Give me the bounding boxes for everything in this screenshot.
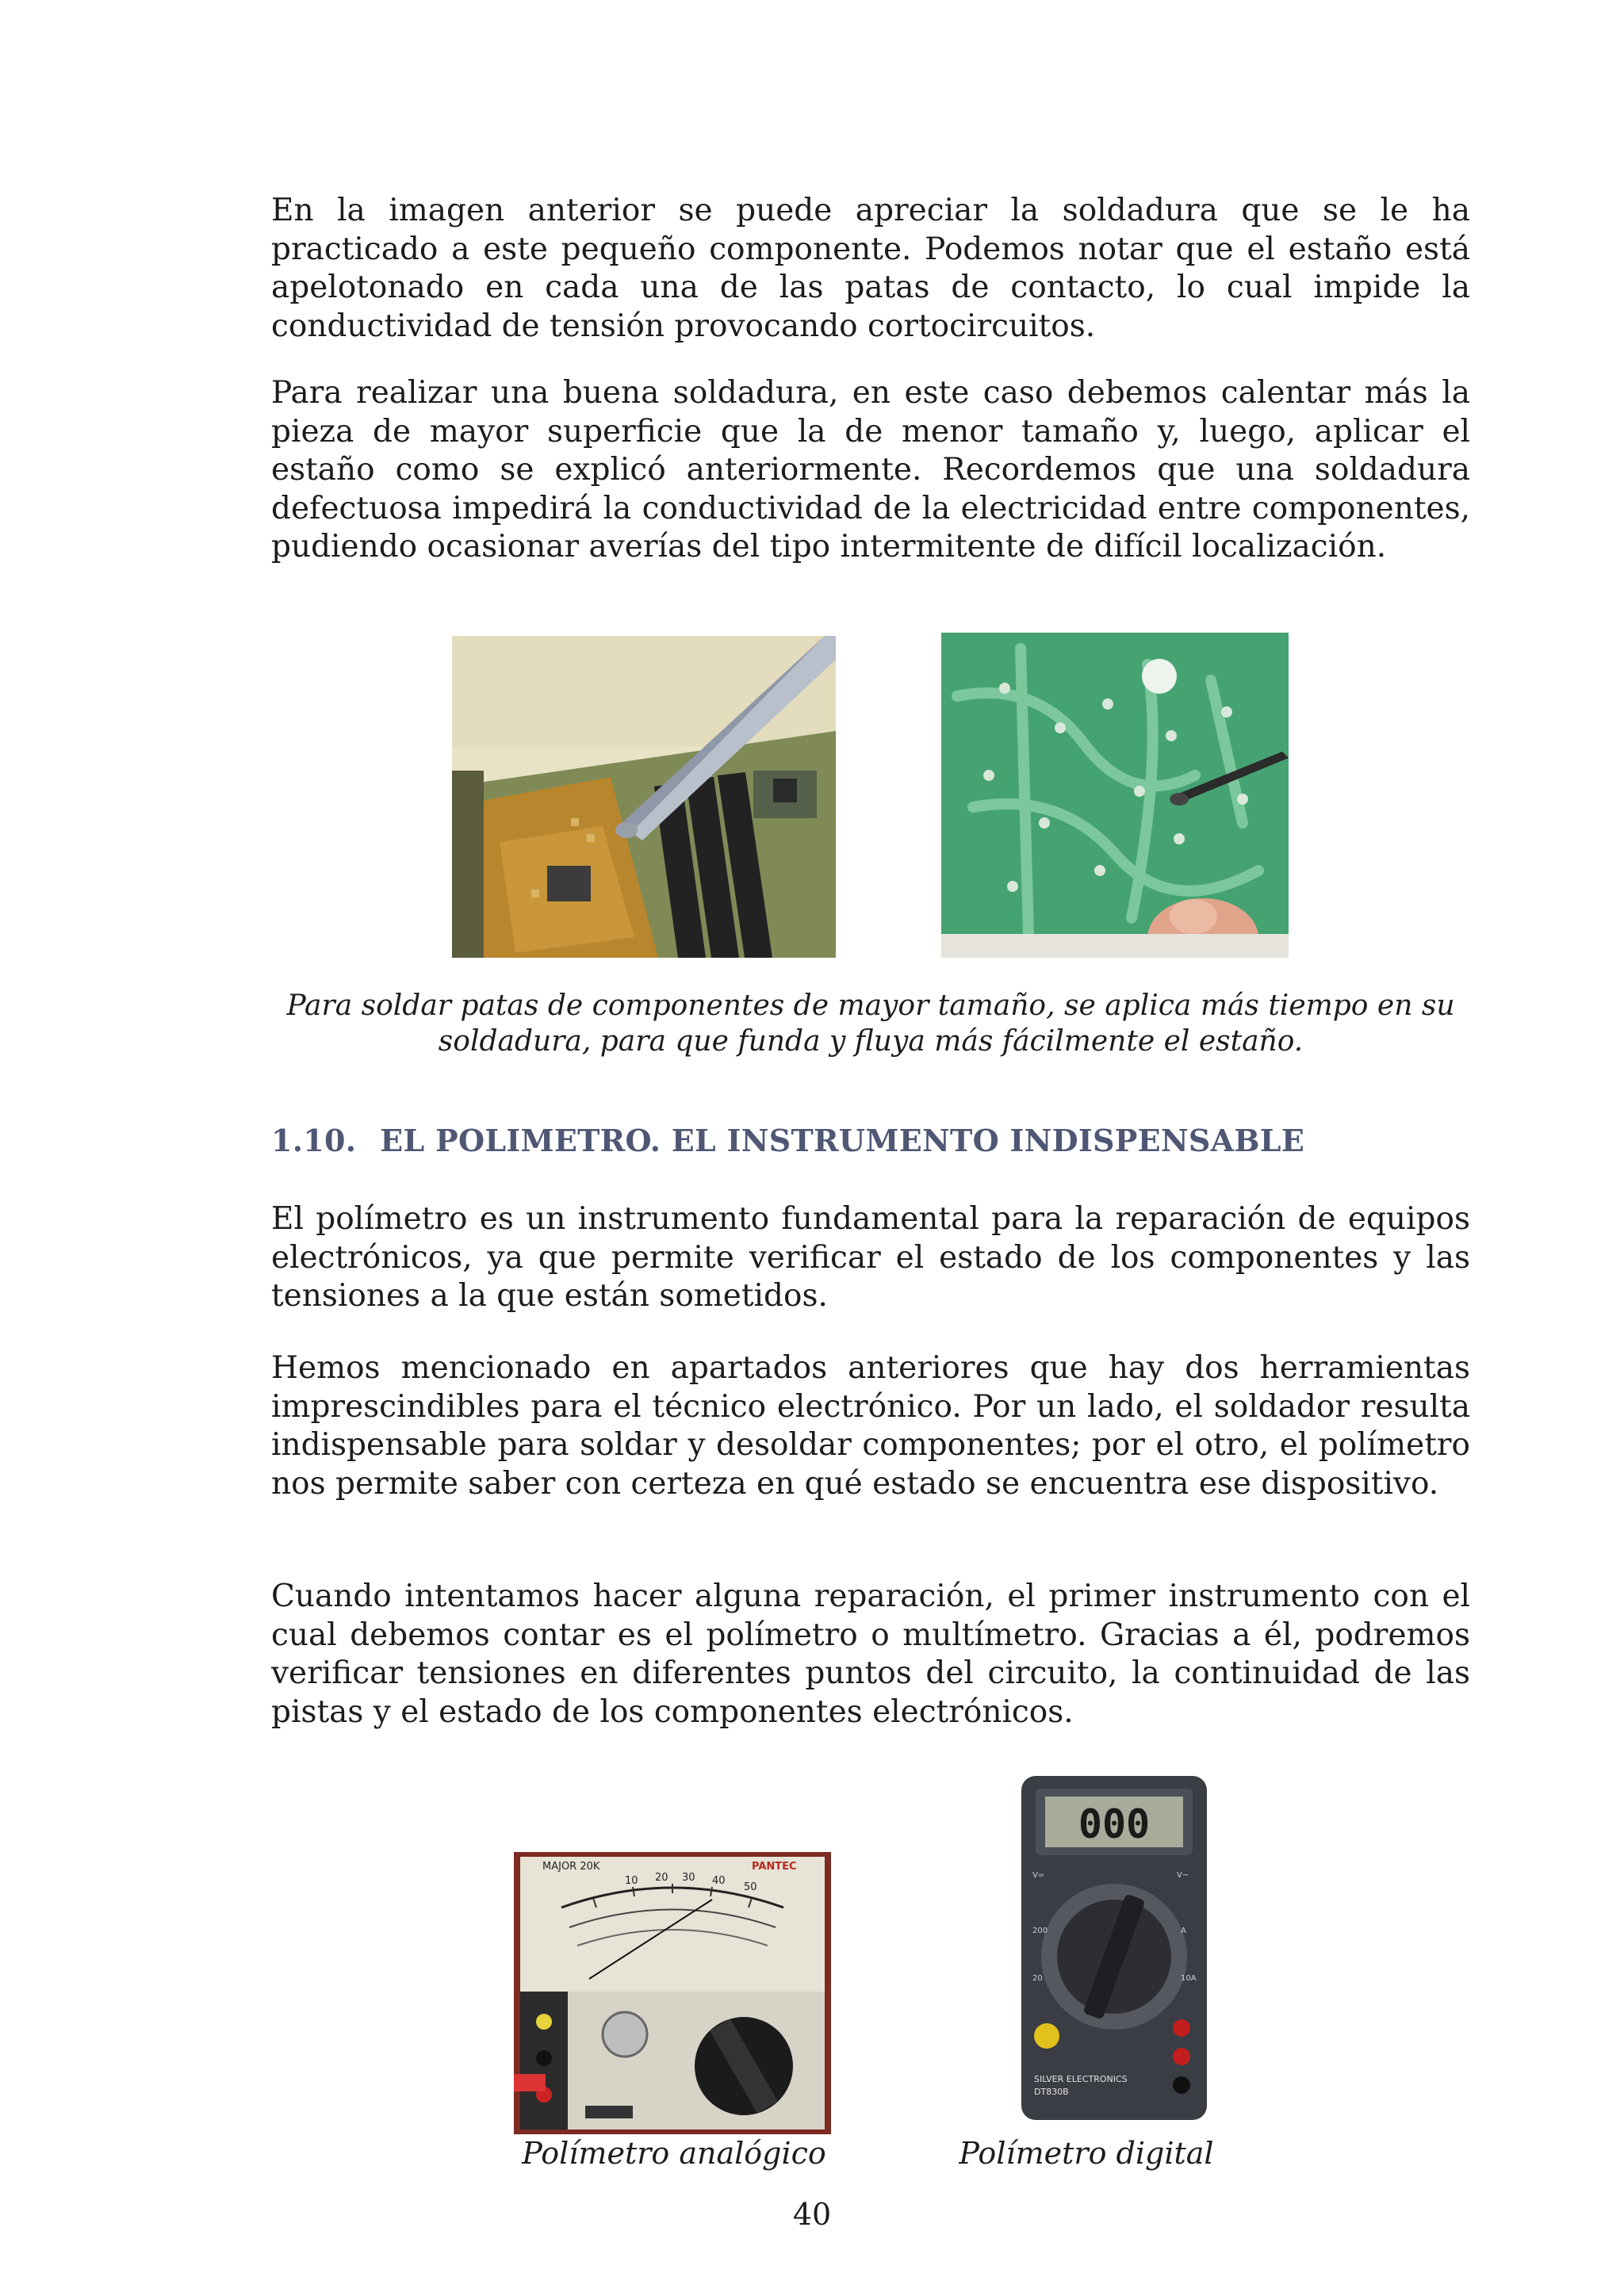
- analog-multimeter-photo: [514, 1852, 831, 2134]
- paragraph-polimetro-intro: El polímetro es un instrumento fundamental para la reparación de equipos electrónicos, ya que permite verificar el estado de los componentes y las tensiones a la que están sometidos.: [271, 1201, 1470, 1314]
- section-heading: [271, 1123, 1304, 1158]
- svg-text:10: 10: [625, 1875, 638, 1887]
- svg-text:40: 40: [712, 1875, 726, 1887]
- svg-text:20: 20: [1032, 1974, 1043, 1983]
- digital-multimeter-caption: Polímetro digital: [959, 2136, 1214, 2171]
- paragraph-solder-observation: En la imagen anterior se puede apreciar la soldadura que se le ha practicado a este pequeño componente. Podemos notar que el estaño está apelotonado en cada una de las patas de contacto, lo cual impide la conductividad de tensión provocando cortocircuitos.: [271, 193, 1470, 344]
- soldering-pcb-photo: [941, 633, 1289, 958]
- svg-text:000: 000: [1078, 1801, 1151, 1847]
- paragraph-tools: Hemos mencionado en apartados anteriores que hay dos herramientas imprescindibles para el técnico electrónico. Por un lado, el soldador resulta indispensable para soldar y desoldar componentes; por el otro, el polímetro nos permite saber con certeza en qué estado se encuentra ese dispositivo.: [271, 1350, 1470, 1502]
- figure-caption: Para soldar patas de componentes de mayor tamaño, se aplica más tiempo en su soldadura, para que funda y fluya más fácilmente el estaño.: [286, 989, 1455, 1058]
- svg-text:V~: V~: [1177, 1871, 1189, 1880]
- section-number: 1.10.: [271, 1123, 357, 1158]
- analog-multimeter-caption: Polímetro analógico: [522, 2136, 826, 2171]
- paragraph-good-solder: Para realizar una buena soldadura, en este caso debemos calentar más la pieza de mayor superficie que la de menor tamaño y, luego, aplicar el estaño como se explicó anteriormente. Recordemos que una soldadura defectuosa impedirá la conductividad de la electricidad entre componentes, pudiendo ocasionar averías del tipo intermitente de difícil localización.: [271, 375, 1470, 564]
- svg-text:50: 50: [744, 1881, 757, 1893]
- svg-text:200: 200: [1032, 1927, 1048, 1935]
- svg-text:A: A: [1181, 1927, 1186, 1935]
- svg-text:V=: V=: [1032, 1871, 1045, 1880]
- soldering-motherboard-photo: [452, 636, 836, 958]
- svg-text:DT830B: DT830B: [1034, 2087, 1069, 2097]
- svg-text:MAJOR 20K: MAJOR 20K: [542, 1861, 600, 1873]
- svg-text:SILVER ELECTRONICS: SILVER ELECTRONICS: [1034, 2074, 1128, 2084]
- svg-text:10A: 10A: [1181, 1974, 1197, 1983]
- digital-multimeter-photo: [1018, 1774, 1210, 2123]
- page-number: 40: [792, 2197, 832, 2232]
- paragraph-repair: Cuando intentamos hacer alguna reparación, el primer instrumento con el cual debemos contar es el polímetro o multímetro. Gracias a él, podremos verificar tensiones en diferentes puntos del circuito, la continuidad de las pistas y el estado de los componentes electrónicos.: [271, 1578, 1470, 1730]
- section-title: EL POLIMETRO. EL INSTRUMENTO INDISPENSABLE: [380, 1123, 1305, 1158]
- svg-text:20: 20: [655, 1872, 668, 1884]
- svg-text:PANTEC: PANTEC: [752, 1861, 797, 1873]
- svg-text:30: 30: [682, 1872, 695, 1884]
